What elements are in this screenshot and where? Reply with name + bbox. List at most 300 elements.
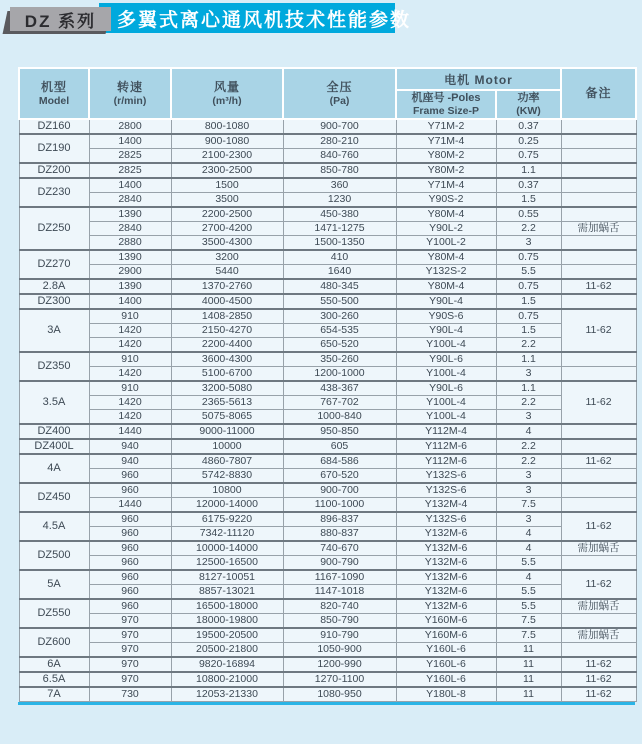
cell-power: 5.5 bbox=[496, 555, 561, 570]
cell-pressure: 670-520 bbox=[283, 468, 396, 483]
col-header-motor: 电机 Motor bbox=[396, 68, 561, 90]
cell-frame: Y180L-8 bbox=[396, 687, 496, 702]
cell-pressure: 896-837 bbox=[283, 512, 396, 527]
cell-airflow: 2200-4400 bbox=[171, 337, 283, 352]
table-row bbox=[19, 526, 636, 541]
cell-power: 1.1 bbox=[496, 163, 561, 178]
cell-speed: 2840 bbox=[89, 221, 171, 235]
cell-remark: 11-62 bbox=[561, 672, 636, 687]
cell-pressure: 410 bbox=[283, 250, 396, 265]
cell-pressure: 820-740 bbox=[283, 599, 396, 614]
cell-power: 4 bbox=[496, 570, 561, 585]
cell-power: 11 bbox=[496, 657, 561, 672]
cell-pressure: 1270-1100 bbox=[283, 672, 396, 687]
cell-remark bbox=[561, 555, 636, 570]
cell-speed: 1400 bbox=[89, 294, 171, 309]
title-bar bbox=[0, 0, 642, 40]
cell-pressure: 1500-1350 bbox=[283, 235, 396, 250]
cell-power: 2.2 bbox=[496, 454, 561, 469]
cell-model: 4.5A bbox=[19, 512, 89, 541]
cell-frame: Y132M-6 bbox=[396, 541, 496, 556]
cell-frame: Y100L-2 bbox=[396, 235, 496, 250]
cell-airflow: 2300-2500 bbox=[171, 163, 283, 178]
cell-power: 0.25 bbox=[496, 134, 561, 149]
cell-pressure: 1200-990 bbox=[283, 657, 396, 672]
col-header-frame-en: Frame Size-P bbox=[413, 104, 479, 117]
cell-remark bbox=[561, 264, 636, 279]
cell-airflow: 5440 bbox=[171, 264, 283, 279]
cell-remark: 需加蜗舌 bbox=[561, 221, 636, 235]
spec-table-container bbox=[18, 67, 635, 705]
cell-pressure: 650-520 bbox=[283, 337, 396, 352]
cell-speed: 970 bbox=[89, 657, 171, 672]
cell-pressure: 1200-1000 bbox=[283, 366, 396, 381]
cell-remark bbox=[561, 439, 636, 454]
cell-model: DZ600 bbox=[19, 628, 89, 657]
col-header-pressure-zh: 全压 bbox=[326, 80, 353, 95]
cell-frame: Y132M-6 bbox=[396, 584, 496, 599]
cell-pressure: 684-586 bbox=[283, 454, 396, 469]
cell-power: 3 bbox=[496, 366, 561, 381]
table-row bbox=[19, 207, 636, 222]
cell-remark bbox=[561, 235, 636, 250]
cell-pressure: 840-760 bbox=[283, 148, 396, 163]
cell-frame: Y160L-6 bbox=[396, 642, 496, 657]
table-bottom-rule bbox=[18, 702, 635, 705]
table-row bbox=[19, 250, 636, 265]
cell-remark bbox=[561, 192, 636, 207]
table-row bbox=[19, 366, 636, 381]
table-row bbox=[19, 221, 636, 235]
cell-frame: Y100L-4 bbox=[396, 366, 496, 381]
cell-model: DZ450 bbox=[19, 483, 89, 512]
spec-table-header bbox=[19, 68, 636, 119]
cell-frame: Y132M-6 bbox=[396, 599, 496, 614]
cell-frame: Y71M-2 bbox=[396, 119, 496, 134]
col-header-frame-zh: 机座号 -Poles bbox=[411, 92, 481, 104]
cell-model: 6A bbox=[19, 657, 89, 672]
cell-frame: Y90L-4 bbox=[396, 294, 496, 309]
table-row bbox=[19, 555, 636, 570]
table-row bbox=[19, 323, 636, 337]
cell-power: 3 bbox=[496, 235, 561, 250]
cell-pressure: 767-702 bbox=[283, 395, 396, 409]
cell-frame: Y80M-4 bbox=[396, 279, 496, 294]
cell-airflow: 18000-19800 bbox=[171, 613, 283, 628]
cell-remark: 需加蜗舌 bbox=[561, 599, 636, 614]
cell-model: DZ500 bbox=[19, 541, 89, 570]
cell-power: 0.75 bbox=[496, 250, 561, 265]
cell-remark: 11-62 bbox=[561, 687, 636, 702]
cell-airflow: 9820-16894 bbox=[171, 657, 283, 672]
cell-airflow: 900-1080 bbox=[171, 134, 283, 149]
cell-remark bbox=[561, 134, 636, 149]
cell-power: 0.37 bbox=[496, 178, 561, 193]
cell-speed: 1420 bbox=[89, 409, 171, 424]
cell-remark bbox=[561, 352, 636, 367]
cell-power: 5.5 bbox=[496, 264, 561, 279]
series-badge: DZ 系列 bbox=[10, 7, 111, 31]
table-row bbox=[19, 192, 636, 207]
table-row bbox=[19, 337, 636, 352]
cell-airflow: 1370-2760 bbox=[171, 279, 283, 294]
cell-speed: 1390 bbox=[89, 279, 171, 294]
cell-airflow: 1408-2850 bbox=[171, 309, 283, 324]
cell-frame: Y80M-4 bbox=[396, 250, 496, 265]
cell-pressure: 850-780 bbox=[283, 163, 396, 178]
col-header-speed-zh: 转速 bbox=[116, 80, 143, 95]
cell-airflow: 12500-16500 bbox=[171, 555, 283, 570]
cell-speed: 2825 bbox=[89, 148, 171, 163]
spec-table bbox=[18, 67, 637, 702]
cell-power: 3 bbox=[496, 468, 561, 483]
cell-speed: 1390 bbox=[89, 207, 171, 222]
cell-remark bbox=[561, 250, 636, 265]
cell-power: 0.75 bbox=[496, 309, 561, 324]
table-row bbox=[19, 148, 636, 163]
cell-airflow: 2700-4200 bbox=[171, 221, 283, 235]
cell-airflow: 4860-7807 bbox=[171, 454, 283, 469]
spec-table-body bbox=[19, 119, 636, 702]
cell-frame: Y100L-4 bbox=[396, 395, 496, 409]
cell-frame: Y90L-6 bbox=[396, 381, 496, 396]
cell-speed: 1420 bbox=[89, 337, 171, 352]
cell-frame: Y90L-2 bbox=[396, 221, 496, 235]
cell-model: 5A bbox=[19, 570, 89, 599]
cell-speed: 960 bbox=[89, 526, 171, 541]
cell-airflow: 5742-8830 bbox=[171, 468, 283, 483]
cell-model: 6.5A bbox=[19, 672, 89, 687]
cell-pressure: 300-260 bbox=[283, 309, 396, 324]
cell-speed: 1440 bbox=[89, 497, 171, 512]
cell-power: 11 bbox=[496, 642, 561, 657]
cell-remark bbox=[561, 483, 636, 498]
table-row bbox=[19, 570, 636, 585]
cell-speed: 960 bbox=[89, 599, 171, 614]
cell-frame: Y112M-6 bbox=[396, 439, 496, 454]
cell-remark bbox=[561, 613, 636, 628]
cell-airflow: 10000 bbox=[171, 439, 283, 454]
cell-power: 0.75 bbox=[496, 148, 561, 163]
cell-airflow: 3600-4300 bbox=[171, 352, 283, 367]
cell-pressure: 654-535 bbox=[283, 323, 396, 337]
cell-frame: Y112M-4 bbox=[396, 424, 496, 439]
cell-model: DZ300 bbox=[19, 294, 89, 309]
cell-model: DZ250 bbox=[19, 207, 89, 250]
cell-power: 7.5 bbox=[496, 613, 561, 628]
cell-airflow: 3200-5080 bbox=[171, 381, 283, 396]
cell-power: 1.5 bbox=[496, 323, 561, 337]
cell-frame: Y100L-4 bbox=[396, 337, 496, 352]
cell-frame: Y90L-6 bbox=[396, 352, 496, 367]
cell-remark: 11-62 bbox=[561, 279, 636, 294]
cell-airflow: 8127-10051 bbox=[171, 570, 283, 585]
cell-model: DZ230 bbox=[19, 178, 89, 207]
table-row bbox=[19, 642, 636, 657]
cell-speed: 940 bbox=[89, 439, 171, 454]
cell-frame: Y90L-4 bbox=[396, 323, 496, 337]
cell-frame: Y80M-4 bbox=[396, 207, 496, 222]
cell-pressure: 900-700 bbox=[283, 483, 396, 498]
cell-pressure: 350-260 bbox=[283, 352, 396, 367]
table-row bbox=[19, 352, 636, 367]
cell-remark bbox=[561, 468, 636, 483]
cell-frame: Y132S-6 bbox=[396, 483, 496, 498]
cell-speed: 2825 bbox=[89, 163, 171, 178]
cell-model: DZ190 bbox=[19, 134, 89, 163]
cell-pressure: 360 bbox=[283, 178, 396, 193]
col-header-pressure-unit: (Pa) bbox=[329, 94, 350, 107]
cell-model: 4A bbox=[19, 454, 89, 483]
table-row bbox=[19, 409, 636, 424]
cell-frame: Y90S-6 bbox=[396, 309, 496, 324]
col-header-pressure bbox=[283, 68, 396, 119]
cell-model: 7A bbox=[19, 687, 89, 702]
cell-frame: Y160M-6 bbox=[396, 628, 496, 643]
cell-pressure: 740-670 bbox=[283, 541, 396, 556]
cell-frame: Y71M-4 bbox=[396, 134, 496, 149]
cell-pressure: 1000-840 bbox=[283, 409, 396, 424]
cell-frame: Y80M-2 bbox=[396, 163, 496, 178]
cell-power: 3 bbox=[496, 512, 561, 527]
cell-speed: 1390 bbox=[89, 250, 171, 265]
table-row bbox=[19, 628, 636, 643]
cell-model: 3A bbox=[19, 309, 89, 352]
cell-remark: 11-62 bbox=[561, 570, 636, 599]
cell-airflow: 5075-8065 bbox=[171, 409, 283, 424]
table-row bbox=[19, 381, 636, 396]
cell-model: DZ550 bbox=[19, 599, 89, 628]
cell-pressure: 1147-1018 bbox=[283, 584, 396, 599]
cell-power: 1.5 bbox=[496, 294, 561, 309]
cell-speed: 2900 bbox=[89, 264, 171, 279]
cell-frame: Y132S-2 bbox=[396, 264, 496, 279]
cell-power: 0.75 bbox=[496, 279, 561, 294]
col-header-speed-unit: (r/min) bbox=[113, 94, 147, 107]
table-row bbox=[19, 584, 636, 599]
cell-remark bbox=[561, 366, 636, 381]
page-title: 多翼式离心通风机技术性能参数 bbox=[117, 9, 412, 31]
cell-frame: Y132S-6 bbox=[396, 512, 496, 527]
cell-speed: 940 bbox=[89, 454, 171, 469]
cell-frame: Y160L-6 bbox=[396, 672, 496, 687]
cell-speed: 970 bbox=[89, 642, 171, 657]
cell-power: 0.55 bbox=[496, 207, 561, 222]
cell-airflow: 12000-14000 bbox=[171, 497, 283, 512]
cell-airflow: 800-1080 bbox=[171, 119, 283, 134]
cell-airflow: 8857-13021 bbox=[171, 584, 283, 599]
cell-speed: 1440 bbox=[89, 424, 171, 439]
cell-remark bbox=[561, 119, 636, 134]
cell-pressure: 1100-1000 bbox=[283, 497, 396, 512]
table-row bbox=[19, 279, 636, 294]
cell-power: 2.2 bbox=[496, 395, 561, 409]
cell-remark bbox=[561, 642, 636, 657]
table-row bbox=[19, 264, 636, 279]
cell-power: 4 bbox=[496, 541, 561, 556]
cell-remark: 11-62 bbox=[561, 309, 636, 352]
cell-frame: Y71M-4 bbox=[396, 178, 496, 193]
cell-airflow: 1500 bbox=[171, 178, 283, 193]
col-header-airflow-zh: 风量 bbox=[213, 80, 240, 95]
cell-pressure: 1080-950 bbox=[283, 687, 396, 702]
cell-airflow: 10000-14000 bbox=[171, 541, 283, 556]
cell-remark bbox=[561, 178, 636, 193]
cell-pressure: 1640 bbox=[283, 264, 396, 279]
cell-pressure: 605 bbox=[283, 439, 396, 454]
cell-speed: 2880 bbox=[89, 235, 171, 250]
table-row bbox=[19, 483, 636, 498]
cell-frame: Y132M-6 bbox=[396, 570, 496, 585]
cell-frame: Y90S-2 bbox=[396, 192, 496, 207]
cell-airflow: 20500-21800 bbox=[171, 642, 283, 657]
cell-remark bbox=[561, 294, 636, 309]
col-header-power bbox=[496, 90, 561, 119]
cell-speed: 960 bbox=[89, 555, 171, 570]
cell-speed: 960 bbox=[89, 541, 171, 556]
cell-speed: 910 bbox=[89, 381, 171, 396]
cell-remark bbox=[561, 497, 636, 512]
cell-speed: 970 bbox=[89, 672, 171, 687]
cell-frame: Y112M-6 bbox=[396, 454, 496, 469]
cell-speed: 730 bbox=[89, 687, 171, 702]
cell-airflow: 2200-2500 bbox=[171, 207, 283, 222]
cell-frame: Y80M-2 bbox=[396, 148, 496, 163]
col-header-model-en: Model bbox=[38, 94, 70, 107]
cell-speed: 970 bbox=[89, 613, 171, 628]
cell-power: 4 bbox=[496, 526, 561, 541]
cell-power: 3 bbox=[496, 409, 561, 424]
cell-model: 2.8A bbox=[19, 279, 89, 294]
cell-speed: 1420 bbox=[89, 366, 171, 381]
cell-model: DZ350 bbox=[19, 352, 89, 381]
cell-speed: 910 bbox=[89, 352, 171, 367]
cell-airflow: 7342-11120 bbox=[171, 526, 283, 541]
table-row bbox=[19, 309, 636, 324]
cell-airflow: 10800-21000 bbox=[171, 672, 283, 687]
cell-power: 7.5 bbox=[496, 628, 561, 643]
table-row bbox=[19, 163, 636, 178]
cell-pressure: 550-500 bbox=[283, 294, 396, 309]
table-row bbox=[19, 178, 636, 193]
cell-power: 3 bbox=[496, 483, 561, 498]
table-row bbox=[19, 468, 636, 483]
cell-speed: 970 bbox=[89, 628, 171, 643]
table-row bbox=[19, 672, 636, 687]
cell-pressure: 950-850 bbox=[283, 424, 396, 439]
cell-speed: 960 bbox=[89, 468, 171, 483]
cell-pressure: 910-790 bbox=[283, 628, 396, 643]
cell-power: 5.5 bbox=[496, 599, 561, 614]
cell-airflow: 3500-4300 bbox=[171, 235, 283, 250]
cell-pressure: 1167-1090 bbox=[283, 570, 396, 585]
cell-remark bbox=[561, 148, 636, 163]
col-header-speed bbox=[89, 68, 171, 119]
col-header-remark-zh: 备注 bbox=[585, 86, 612, 101]
cell-power: 2.2 bbox=[496, 337, 561, 352]
cell-remark: 需加蜗舌 bbox=[561, 541, 636, 556]
cell-frame: Y160L-6 bbox=[396, 657, 496, 672]
table-row bbox=[19, 497, 636, 512]
cell-remark: 11-62 bbox=[561, 657, 636, 672]
cell-airflow: 6175-9220 bbox=[171, 512, 283, 527]
table-row bbox=[19, 454, 636, 469]
cell-model: DZ160 bbox=[19, 119, 89, 134]
cell-speed: 960 bbox=[89, 570, 171, 585]
table-row bbox=[19, 395, 636, 409]
cell-pressure: 1050-900 bbox=[283, 642, 396, 657]
table-row bbox=[19, 541, 636, 556]
cell-speed: 1420 bbox=[89, 323, 171, 337]
cell-power: 1.1 bbox=[496, 352, 561, 367]
cell-remark: 11-62 bbox=[561, 381, 636, 424]
cell-pressure: 900-700 bbox=[283, 119, 396, 134]
cell-airflow: 12053-21330 bbox=[171, 687, 283, 702]
cell-airflow: 2100-2300 bbox=[171, 148, 283, 163]
cell-airflow: 5100-6700 bbox=[171, 366, 283, 381]
cell-frame: Y132S-6 bbox=[396, 468, 496, 483]
cell-speed: 1400 bbox=[89, 134, 171, 149]
cell-speed: 960 bbox=[89, 584, 171, 599]
cell-airflow: 19500-20500 bbox=[171, 628, 283, 643]
table-row bbox=[19, 613, 636, 628]
col-header-power-zh: 功率 bbox=[517, 92, 540, 104]
col-header-remark bbox=[561, 68, 636, 119]
table-row bbox=[19, 439, 636, 454]
cell-airflow: 4000-4500 bbox=[171, 294, 283, 309]
cell-speed: 910 bbox=[89, 309, 171, 324]
table-row bbox=[19, 599, 636, 614]
cell-airflow: 2365-5613 bbox=[171, 395, 283, 409]
cell-power: 5.5 bbox=[496, 584, 561, 599]
cell-airflow: 10800 bbox=[171, 483, 283, 498]
cell-frame: Y132M-4 bbox=[396, 497, 496, 512]
cell-airflow: 3500 bbox=[171, 192, 283, 207]
cell-model: 3.5A bbox=[19, 381, 89, 424]
cell-pressure: 280-210 bbox=[283, 134, 396, 149]
cell-remark: 11-62 bbox=[561, 512, 636, 541]
header-row-1 bbox=[19, 68, 636, 90]
cell-model: DZ270 bbox=[19, 250, 89, 279]
table-row bbox=[19, 512, 636, 527]
cell-airflow: 16500-18000 bbox=[171, 599, 283, 614]
cell-speed: 1420 bbox=[89, 395, 171, 409]
col-header-frame bbox=[396, 90, 496, 119]
cell-power: 1.5 bbox=[496, 192, 561, 207]
cell-frame: Y132M-6 bbox=[396, 526, 496, 541]
cell-power: 11 bbox=[496, 672, 561, 687]
cell-pressure: 438-367 bbox=[283, 381, 396, 396]
cell-frame: Y100L-4 bbox=[396, 409, 496, 424]
col-header-airflow-unit: (m³/h) bbox=[212, 94, 242, 107]
cell-speed: 2840 bbox=[89, 192, 171, 207]
table-row bbox=[19, 424, 636, 439]
cell-remark: 需加蜗舌 bbox=[561, 628, 636, 643]
cell-power: 1.1 bbox=[496, 381, 561, 396]
table-row bbox=[19, 687, 636, 702]
table-row bbox=[19, 119, 636, 134]
cell-remark bbox=[561, 207, 636, 222]
cell-pressure: 1230 bbox=[283, 192, 396, 207]
cell-model: DZ400L bbox=[19, 439, 89, 454]
cell-power: 0.37 bbox=[496, 119, 561, 134]
cell-pressure: 880-837 bbox=[283, 526, 396, 541]
cell-pressure: 1471-1275 bbox=[283, 221, 396, 235]
cell-pressure: 450-380 bbox=[283, 207, 396, 222]
table-row bbox=[19, 134, 636, 149]
cell-speed: 960 bbox=[89, 512, 171, 527]
cell-power: 11 bbox=[496, 687, 561, 702]
